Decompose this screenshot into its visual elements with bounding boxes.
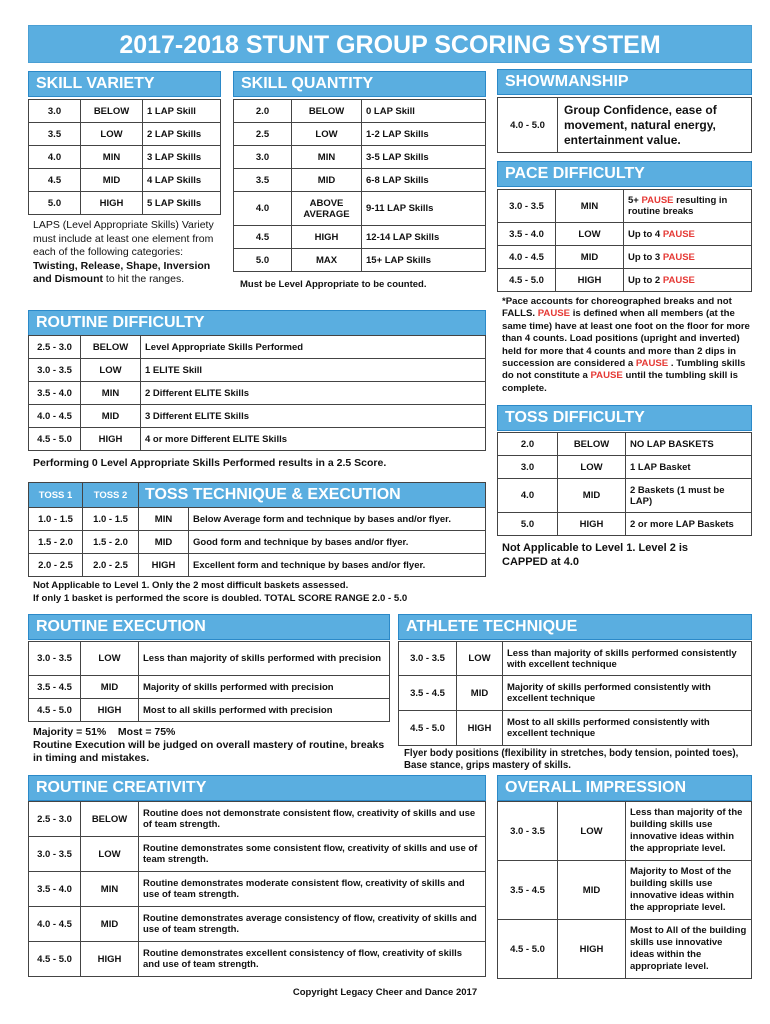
table-row: 3.0 MIN 3-5 LAP Skills: [234, 146, 486, 169]
table-row: 2.0 BELOW 0 LAP Skill: [234, 100, 486, 123]
skill-variety-header: SKILL VARIETY: [28, 71, 221, 97]
toss-technique-note: Not Applicable to Level 1. Only the 2 most difficult baskets assessed. If only 1 basket is performed the score is doubled. TOTAL SCORE RANGE 2.0 - 5.0: [33, 580, 408, 604]
pace-note: *Pace accounts for choreographed breaks and not FALLS. PAUSE is defined when all members (at the same time) have at least one foot on the floor for more than 4 counts. Load positions (upright and inverted) held for more that 4 counts and more than 2 dips in succession are considered a PAUSE . Tumbling skills do not constitute a PAUSE until the tumbling skill is complete.: [502, 296, 750, 394]
routine-execution-table: [28, 641, 390, 722]
table-row: 3.0 - 3.5 LOW Routine demonstrates some consistent flow, creativity of skills and use of team strength.: [29, 837, 486, 872]
table-row: 3.0 - 3.5 MIN 5+ PAUSE resulting in routine breaks: [498, 190, 752, 223]
table-row: 4.0 MID 2 Baskets (1 must be LAP): [498, 479, 752, 513]
skill-quantity-note: Must be Level Appropriate to be counted.: [240, 279, 427, 290]
pace-difficulty-table: [497, 189, 752, 292]
table-row: 4.5 - 5.0 HIGH Routine demonstrates excellent consistency of flow, creativity of skills and use of team strength.: [29, 942, 486, 977]
table-row: 4.5 - 5.0 HIGH Most to all skills performed with precision: [29, 699, 390, 722]
table-row: 3.5 - 4.5 MID Majority of skills performed consistently with excellent technique: [399, 676, 752, 711]
table-row: 2.0 - 2.5 2.0 - 2.5 HIGH Excellent form and technique by bases and/or flyer.: [29, 554, 486, 577]
table-row: 4.5 HIGH 12-14 LAP Skills: [234, 226, 486, 249]
table-row: 1.5 - 2.0 1.5 - 2.0 MID Good form and technique by bases and/or flyer.: [29, 531, 486, 554]
toss-technique-table: [28, 482, 486, 577]
table-row: 3.0 - 3.5 LOW Less than majority of skills performed with precision: [29, 642, 390, 676]
table-row: 4.0 MIN 3 LAP Skills: [29, 146, 221, 169]
pace-difficulty-header: PACE DIFFICULTY: [497, 161, 752, 187]
table-row: 1.0 - 1.5 1.0 - 1.5 MIN Below Average form and technique by bases and/or flyer.: [29, 508, 486, 531]
routine-execution-note: Majority = 51% Most = 75% Routine Execution will be judged on overall mastery of routine, breaks in timing and mistakes.: [33, 726, 385, 764]
table-row: 4.5 MID 4 LAP Skills: [29, 169, 221, 192]
table-row: 4.0 ABOVE AVERAGE 9-11 LAP Skills: [234, 192, 486, 226]
table-row: 3.5 - 4.0 MIN 2 Different ELITE Skills: [29, 382, 486, 405]
table-row: 4.5 - 5.0 HIGH 4 or more Different ELITE Skills: [29, 428, 486, 451]
athlete-technique-table: [398, 641, 752, 746]
skill-quantity-table: [233, 99, 486, 272]
table-row: 4.5 - 5.0 HIGH Most to All of the building skills use innovative ideas within the appropriate level.: [498, 920, 752, 979]
skill-variety-note: LAPS (Level Appropriate Skills) Variety must include at least one element from each of the following categories: Twisting, Release, Shape, Inversion and Dismount to hit the ranges.: [33, 219, 214, 285]
routine-creativity-table: [28, 801, 486, 977]
toss-technique-header: TOSS TECHNIQUE & EXECUTION: [139, 483, 486, 508]
table-row: 2.5 LOW 1-2 LAP Skills: [234, 123, 486, 146]
table-row: 4.5 - 5.0 HIGH Most to all skills performed consistently with excellent technique: [399, 711, 752, 746]
routine-difficulty-header: ROUTINE DIFFICULTY: [28, 310, 486, 336]
showmanship-header: SHOWMANSHIP: [497, 69, 752, 95]
skill-variety-table: [28, 99, 221, 215]
toss-1-column-header: TOSS 1: [29, 483, 83, 508]
table-row: 4.0 - 4.5 MID Routine demonstrates average consistency of flow, creativity of skills and use of team strength.: [29, 907, 486, 942]
table-row: 3.0 - 3.5 LOW Less than majority of the building skills use innovative ideas within the appropriate level.: [498, 802, 752, 861]
toss-2-column-header: TOSS 2: [83, 483, 139, 508]
table-row: 3.0 - 3.5 LOW 1 ELITE Skill: [29, 359, 486, 382]
table-row: 3.5 MID 6-8 LAP Skills: [234, 169, 486, 192]
table-row: 5.0 HIGH 5 LAP Skills: [29, 192, 221, 215]
overall-impression-table: [497, 801, 752, 979]
table-row: 4.0 - 4.5 MID 3 Different ELITE Skills: [29, 405, 486, 428]
table-row: 3.0 - 3.5 LOW Less than majority of skills performed consistently with excellent technique: [399, 642, 752, 676]
routine-execution-header: ROUTINE EXECUTION: [28, 614, 390, 640]
table-row: 2.0 BELOW NO LAP BASKETS: [498, 433, 752, 456]
table-row: 4.0 - 4.5 MID Up to 3 PAUSE: [498, 246, 752, 269]
table-row: 3.5 - 4.0 MIN Routine demonstrates moderate consistent flow, creativity of skills and use of team strength.: [29, 872, 486, 907]
routine-difficulty-note: Performing 0 Level Appropriate Skills Performed results in a 2.5 Score.: [33, 457, 387, 469]
table-row: 5.0 MAX 15+ LAP Skills: [234, 249, 486, 272]
table-row: 3.5 - 4.5 MID Majority of skills performed with precision: [29, 676, 390, 699]
page-title: 2017-2018 STUNT GROUP SCORING SYSTEM: [28, 25, 752, 63]
table-row: 3.5 LOW 2 LAP Skills: [29, 123, 221, 146]
toss-difficulty-note: Not Applicable to Level 1. Level 2 is CAPPED at 4.0: [502, 542, 689, 568]
routine-difficulty-table: [28, 335, 486, 451]
table-row: 5.0 HIGH 2 or more LAP Baskets: [498, 513, 752, 536]
athlete-technique-note: Flyer body positions (flexibility in stretches, body tension, pointed toes), Base stance, grips mastery of skills.: [404, 748, 739, 772]
table-row: 4.5 - 5.0 HIGH Up to 2 PAUSE: [498, 269, 752, 292]
toss-difficulty-table: [497, 432, 752, 536]
table-row: 3.5 - 4.5 MID Majority to Most of the building skills use innovative ideas within the appropriate level.: [498, 861, 752, 920]
routine-creativity-header: ROUTINE CREATIVITY: [28, 775, 486, 801]
toss-technique-header-row: [29, 483, 486, 508]
table-row: 4.0 - 5.0 Group Confidence, ease of movement, natural energy, entertainment value.: [498, 98, 752, 153]
overall-impression-header: OVERALL IMPRESSION: [497, 775, 752, 801]
table-row: 3.0 LOW 1 LAP Basket: [498, 456, 752, 479]
athlete-technique-header: ATHLETE TECHNIQUE: [398, 614, 752, 640]
showmanship-table: [497, 97, 752, 153]
skill-quantity-header: SKILL QUANTITY: [233, 71, 486, 97]
table-row: 3.0 BELOW 1 LAP Skill: [29, 100, 221, 123]
table-row: 2.5 - 3.0 BELOW Level Appropriate Skills Performed: [29, 336, 486, 359]
table-row: 2.5 - 3.0 BELOW Routine does not demonstrate consistent flow, creativity of skills and use of team strength.: [29, 802, 486, 837]
table-row: 3.5 - 4.0 LOW Up to 4 PAUSE: [498, 223, 752, 246]
toss-difficulty-header: TOSS DIFFICULTY: [497, 405, 752, 431]
copyright: Copyright Legacy Cheer and Dance 2017: [292, 987, 478, 998]
